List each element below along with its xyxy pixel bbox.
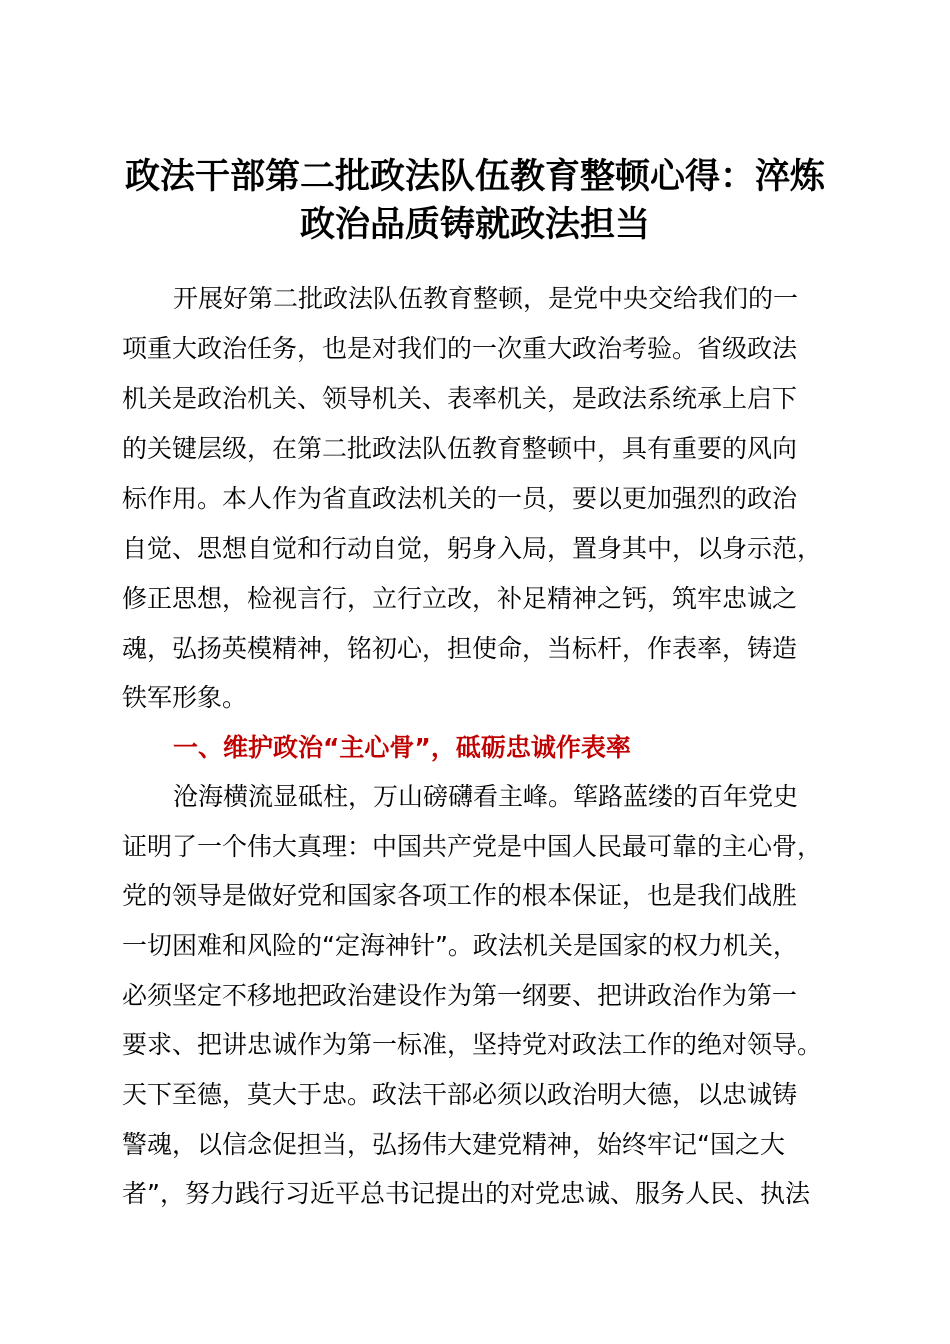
paragraph-line: 一切困难和风险的“定海神针”。政法机关是国家的权力机关， xyxy=(122,931,798,960)
paragraph-line: 证明了一个伟大真理：中国共产党是中国人民最可靠的主心骨， xyxy=(122,832,823,861)
paragraph-line: 魂，弘扬英模精神，铭初心，担使命，当标杆，作表率，铸造 xyxy=(122,634,798,663)
paragraph-line: 者”，努力践行习近平总书记提出的对党忠诚、服务人民、执法 xyxy=(122,1179,810,1208)
paragraph-line: 党的领导是做好党和国家各项工作的根本保证，也是我们战胜 xyxy=(122,881,798,910)
paragraph-line: 标作用。本人作为省直政法机关的一员，要以更加强烈的政治 xyxy=(122,484,798,513)
paragraph-line: 天下至德，莫大于忠。政法干部必须以政治明大德，以忠诚铸 xyxy=(122,1080,798,1109)
paragraph-line: 铁军形象。 xyxy=(122,683,248,712)
paragraph-line: 沧海横流显砥柱，万山磅礴看主峰。筚路蓝缕的百年党史 xyxy=(173,782,799,811)
paragraph-line: 自觉、思想自觉和行动自觉，躬身入局，置身其中，以身示范， xyxy=(122,534,823,563)
paragraph-line: 机关是政治机关、领导机关、表率机关，是政法系统承上启下 xyxy=(122,384,798,413)
paragraph-line: 项重大政治任务，也是对我们的一次重大政治考验。省级政法 xyxy=(122,334,798,363)
paragraph-line: 要求、把讲忠诚作为第一标准，坚持党对政法工作的绝对领导。 xyxy=(122,1030,823,1059)
section-heading: 一、维护政治“主心骨”，砥砺忠诚作表率 xyxy=(173,733,631,762)
paragraph-line: 必须坚定不移地把政治建设作为第一纲要、把讲政治作为第一 xyxy=(122,981,798,1010)
document-title-line-2: 政治品质铸就政法担当 xyxy=(299,205,650,245)
document-title-line-1: 政法干部第二批政法队伍教育整顿心得：淬炼 xyxy=(124,157,825,197)
paragraph-line: 的关键层级，在第二批政法队伍教育整顿中，具有重要的风向 xyxy=(122,434,798,463)
paragraph-line: 警魂，以信念促担当，弘扬伟大建党精神，始终牢记“国之大 xyxy=(122,1130,785,1159)
paragraph-line: 开展好第二批政法队伍教育整顿，是党中央交给我们的一 xyxy=(173,284,799,313)
paragraph-line: 修正思想，检视言行，立行立改，补足精神之钙，筑牢忠诚之 xyxy=(122,584,798,613)
